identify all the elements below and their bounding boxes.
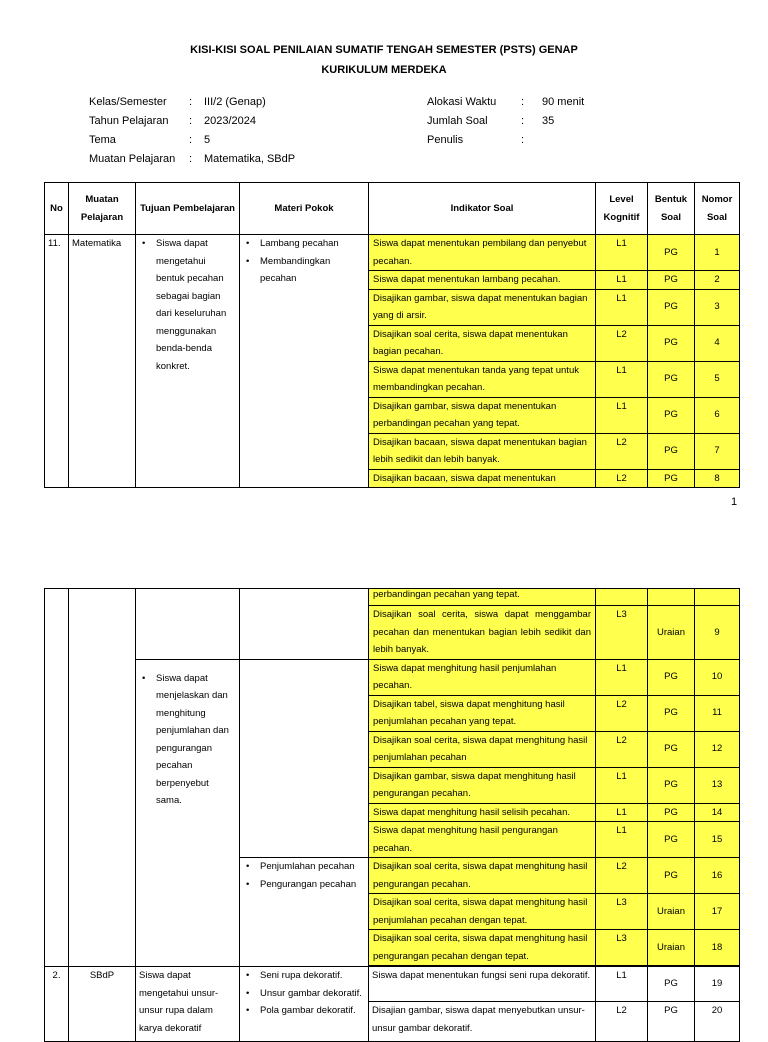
meta-row-alokasi bbox=[427, 93, 584, 112]
cell-muatan: SBdP bbox=[69, 967, 136, 1042]
list-item: • Pengurangan pecahan bbox=[260, 876, 365, 894]
meta-label: Kelas/Semester bbox=[89, 96, 167, 108]
table-row bbox=[45, 589, 740, 606]
cell-nomor: 20 bbox=[695, 1002, 740, 1042]
cell-indikator: Disajikan gambar, siswa dapat menentukan perbandingan pecahan yang tepat. bbox=[369, 397, 596, 433]
cell-level: L1 bbox=[596, 397, 648, 433]
meta-value: 35 bbox=[542, 115, 555, 127]
col-header-materi: Materi Pokok bbox=[240, 183, 369, 235]
cell-bentuk: PG bbox=[648, 822, 695, 858]
cell-bentuk: Uraian bbox=[648, 930, 695, 966]
cell-bentuk: PG bbox=[648, 1002, 695, 1042]
cell-indikator: Disajikan soal cerita, siswa dapat menghitung hasil pengurangan pecahan. bbox=[369, 858, 596, 894]
cell-bentuk: PG bbox=[648, 659, 695, 695]
cell-bentuk: PG bbox=[648, 433, 695, 469]
cell-nomor: 1 bbox=[695, 235, 740, 271]
cell-level: L2 bbox=[596, 433, 648, 469]
meta-value: 90 menit bbox=[542, 96, 585, 108]
cell-nomor: 6 bbox=[695, 397, 740, 433]
cell-materi bbox=[240, 858, 369, 967]
cell-tujuan: Siswa dapat mengetahui unsur-unsur rupa dalam karya dekoratif bbox=[136, 967, 240, 1042]
cell-bentuk: PG bbox=[648, 695, 695, 731]
cell-bentuk: PG bbox=[648, 397, 695, 433]
kisi-kisi-table-page2 bbox=[44, 588, 740, 1042]
cell-nomor: 3 bbox=[695, 289, 740, 325]
cell-nomor: 16 bbox=[695, 858, 740, 894]
cell-bentuk: PG bbox=[648, 271, 695, 290]
meta-colon: : bbox=[521, 96, 525, 108]
cell-nomor: 11 bbox=[695, 695, 740, 731]
cell-level: L1 bbox=[596, 361, 648, 397]
meta-label: Jumlah Soal bbox=[427, 115, 488, 127]
cell-indikator: Siswa dapat menentukan tanda yang tepat untuk membandingkan pecahan. bbox=[369, 361, 596, 397]
cell-tujuan bbox=[136, 659, 240, 967]
meta-row-muatan bbox=[89, 150, 295, 169]
cell-bentuk: PG bbox=[648, 289, 695, 325]
meta-left-block bbox=[89, 93, 295, 169]
list-item: • Membandingkan pecahan bbox=[260, 253, 365, 288]
cell-indikator: Disajikan soal cerita, siswa dapat menggambar pecahan dan menentukan bagian lebih sedikit dan lebih banyak. bbox=[369, 606, 596, 660]
table-header-row bbox=[45, 183, 740, 235]
cell-indikator: Disajikan bacaan, siswa dapat menentukan bagian lebih sedikit dan lebih banyak. bbox=[369, 433, 596, 469]
cell-bentuk: PG bbox=[648, 967, 695, 1002]
cell-level: L1 bbox=[596, 767, 648, 803]
document-title: KISI-KISI SOAL PENILAIAN SUMATIF TENGAH SEMESTER (PSTS) GENAP bbox=[190, 44, 578, 56]
meta-colon: : bbox=[521, 134, 525, 146]
cell-materi bbox=[240, 659, 369, 858]
cell-indikator: Disajikan gambar, siswa dapat menghitung hasil pengurangan pecahan. bbox=[369, 767, 596, 803]
cell-no bbox=[45, 589, 69, 967]
cell-bentuk: PG bbox=[648, 361, 695, 397]
cell-no: 11. bbox=[45, 235, 69, 488]
cell-nomor: 7 bbox=[695, 433, 740, 469]
table-row bbox=[45, 967, 740, 1002]
cell-bentuk: Uraian bbox=[648, 894, 695, 930]
cell-indikator: Disajikan soal cerita, siswa dapat menghitung hasil pengurangan pecahan dengan tepat. bbox=[369, 930, 596, 966]
list-item: • Penjumlahan pecahan bbox=[260, 858, 365, 876]
cell-nomor: 17 bbox=[695, 894, 740, 930]
cell-level: L1 bbox=[596, 822, 648, 858]
meta-row-tahun bbox=[89, 112, 295, 131]
list-item: • Unsur gambar dekoratif. bbox=[260, 985, 365, 1003]
cell-materi bbox=[240, 967, 369, 1042]
list-item: • Siswa dapat mengetahui bentuk pecahan sebagai bagian dari keseluruhan menggunakan benda-benda konkret. bbox=[156, 235, 236, 375]
cell-indikator: Disajikan soal cerita, siswa dapat menghitung hasil penjumlahan pecahan dengan tepat. bbox=[369, 894, 596, 930]
list-item: • Siswa dapat menjelaskan dan menghitung penjumlahan dan pengurangan pecahan berpenyebut sama. bbox=[156, 670, 236, 810]
cell-indikator: Disajikan soal cerita, siswa dapat menentukan bagian pecahan. bbox=[369, 325, 596, 361]
cell-bentuk: PG bbox=[648, 731, 695, 767]
kisi-kisi-table-page1 bbox=[44, 182, 740, 488]
cell-nomor: 2 bbox=[695, 271, 740, 290]
meta-label: Muatan Pelajaran bbox=[89, 153, 176, 165]
cell-level: L1 bbox=[596, 289, 648, 325]
table-row bbox=[45, 235, 740, 271]
meta-colon: : bbox=[189, 115, 193, 127]
col-header-tujuan: Tujuan Pembelajaran bbox=[136, 183, 240, 235]
cell-level: L2 bbox=[596, 695, 648, 731]
cell-indikator: Siswa dapat menentukan fungsi seni rupa dekoratif. bbox=[369, 967, 596, 1002]
cell-nomor: 10 bbox=[695, 659, 740, 695]
col-header-indikator: Indikator Soal bbox=[369, 183, 596, 235]
cell-level: L1 bbox=[596, 659, 648, 695]
cell-nomor: 12 bbox=[695, 731, 740, 767]
meta-value: 5 bbox=[204, 134, 211, 146]
meta-colon: : bbox=[189, 153, 193, 165]
cell-level: L2 bbox=[596, 731, 648, 767]
cell-indikator: Siswa dapat menghitung hasil penjumlahan pecahan. bbox=[369, 659, 596, 695]
cell-nomor: 5 bbox=[695, 361, 740, 397]
cell-level: L3 bbox=[596, 930, 648, 966]
cell-nomor: 8 bbox=[695, 469, 740, 488]
cell-nomor: 14 bbox=[695, 803, 740, 822]
cell-indikator: Siswa dapat menghitung hasil selisih pecahan. bbox=[369, 803, 596, 822]
cell-bentuk: PG bbox=[648, 325, 695, 361]
cell-no: 2. bbox=[45, 967, 69, 1042]
meta-row-tema bbox=[89, 131, 295, 150]
meta-colon: : bbox=[521, 115, 525, 127]
cell-level: L1 bbox=[596, 967, 648, 1002]
cell-nomor: 15 bbox=[695, 822, 740, 858]
cell-indikator: Disajikan soal cerita, siswa dapat menghitung hasil penjumlahan pecahan bbox=[369, 731, 596, 767]
cell-tujuan bbox=[136, 589, 240, 660]
meta-row-penulis bbox=[427, 131, 584, 150]
meta-value: Matematika, SBdP bbox=[204, 153, 296, 165]
cell-level: L1 bbox=[596, 271, 648, 290]
cell-nomor: 13 bbox=[695, 767, 740, 803]
col-header-no: No bbox=[45, 183, 69, 235]
page-number: 1 bbox=[731, 496, 738, 508]
col-header-muatan: Muatan Pelajaran bbox=[69, 183, 136, 235]
cell-level: L2 bbox=[596, 325, 648, 361]
cell-bentuk bbox=[648, 589, 695, 606]
document-subtitle: KURIKULUM MERDEKA bbox=[321, 64, 447, 76]
meta-right-block bbox=[427, 93, 584, 150]
cell-level: L2 bbox=[596, 1002, 648, 1042]
cell-muatan bbox=[69, 589, 136, 967]
meta-value: 2023/2024 bbox=[204, 115, 256, 127]
cell-level: L1 bbox=[596, 235, 648, 271]
meta-label: Tahun Pelajaran bbox=[89, 115, 169, 127]
list-item: • Seni rupa dekoratif. bbox=[260, 967, 365, 985]
cell-bentuk: Uraian bbox=[648, 606, 695, 660]
cell-bentuk: PG bbox=[648, 235, 695, 271]
cell-bentuk: PG bbox=[648, 767, 695, 803]
cell-indikator: Disajikan gambar, siswa dapat menentukan bagian yang di arsir. bbox=[369, 289, 596, 325]
meta-label: Tema bbox=[89, 134, 116, 146]
col-header-nomor: Nomor Soal bbox=[695, 183, 740, 235]
meta-row-kelas bbox=[89, 93, 295, 112]
meta-value: III/2 (Genap) bbox=[204, 96, 266, 108]
cell-level bbox=[596, 589, 648, 606]
cell-nomor: 4 bbox=[695, 325, 740, 361]
cell-bentuk: PG bbox=[648, 803, 695, 822]
cell-bentuk: PG bbox=[648, 858, 695, 894]
col-header-bentuk: Bentuk Soal bbox=[648, 183, 695, 235]
cell-level: L3 bbox=[596, 606, 648, 660]
meta-colon: : bbox=[189, 134, 193, 146]
cell-nomor: 19 bbox=[695, 967, 740, 1002]
cell-materi bbox=[240, 589, 369, 660]
list-item: • Lambang pecahan bbox=[260, 235, 365, 253]
cell-nomor: 18 bbox=[695, 930, 740, 966]
cell-indikator-continued: perbandingan pecahan yang tepat. bbox=[369, 589, 596, 606]
cell-muatan: Matematika bbox=[69, 235, 136, 488]
meta-colon: : bbox=[189, 96, 193, 108]
cell-indikator: Disajikan tabel, siswa dapat menghitung hasil penjumlahan pecahan yang tepat. bbox=[369, 695, 596, 731]
cell-indikator: Siswa dapat menentukan pembilang dan penyebut pecahan. bbox=[369, 235, 596, 271]
page-gap bbox=[0, 540, 768, 588]
meta-label: Penulis bbox=[427, 134, 464, 146]
list-item: • Pola gambar dekoratif. bbox=[260, 1002, 365, 1020]
table-row bbox=[45, 659, 740, 695]
meta-label: Alokasi Waktu bbox=[427, 96, 497, 108]
col-header-level: Level Kognitif bbox=[596, 183, 648, 235]
cell-level: L2 bbox=[596, 469, 648, 488]
cell-materi bbox=[240, 235, 369, 488]
cell-indikator: Siswa dapat menentukan lambang pecahan. bbox=[369, 271, 596, 290]
cell-level: L2 bbox=[596, 858, 648, 894]
cell-level: L1 bbox=[596, 803, 648, 822]
cell-indikator: Disajian gambar, siswa dapat menyebutkan unsur-unsur gambar dekoratif. bbox=[369, 1002, 596, 1042]
cell-bentuk: PG bbox=[648, 469, 695, 488]
cell-indikator: Siswa dapat menghitung hasil pengurangan pecahan. bbox=[369, 822, 596, 858]
cell-nomor: 9 bbox=[695, 606, 740, 660]
cell-nomor bbox=[695, 589, 740, 606]
cell-indikator: Disajikan bacaan, siswa dapat menentukan bbox=[369, 469, 596, 488]
cell-tujuan bbox=[136, 235, 240, 488]
cell-level: L3 bbox=[596, 894, 648, 930]
meta-row-jumlah bbox=[427, 112, 584, 131]
